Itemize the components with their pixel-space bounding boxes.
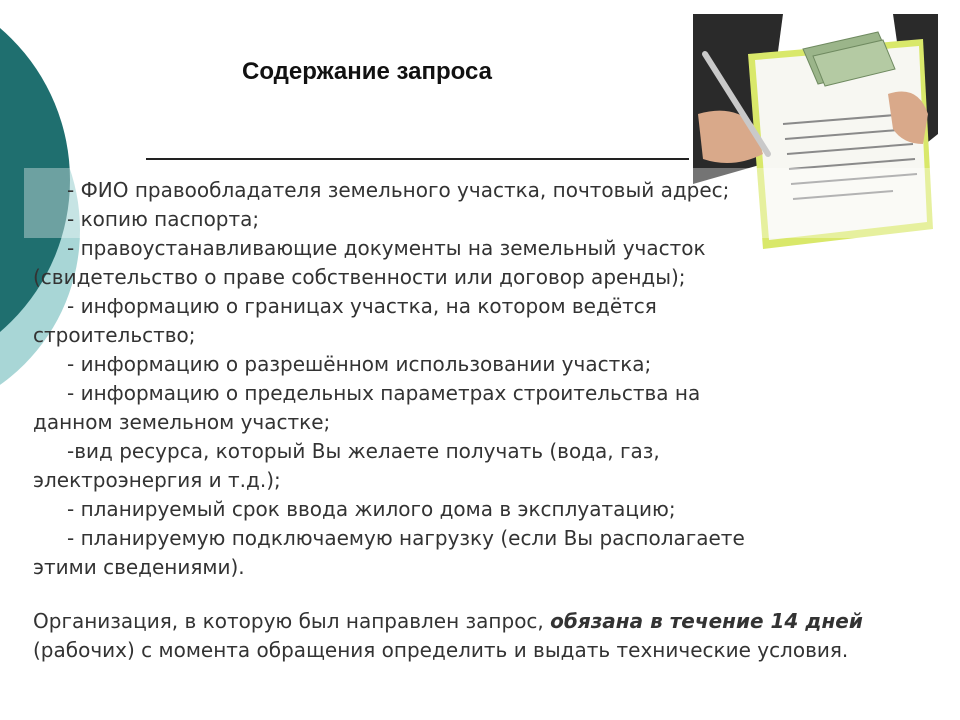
list-item: -вид ресурса, который Вы желаете получать (вода, газ, [67, 439, 660, 463]
list-item-continuation: строительство; [33, 323, 196, 347]
conclusion-text: Организация, в которую был направлен запрос, [33, 609, 551, 633]
list-item-continuation: данном земельном участке; [33, 410, 331, 434]
list-item: - правоустанавливающие документы на земельный участок [67, 236, 706, 260]
list-item: - планируемый срок ввода жилого дома в эксплуатацию; [67, 497, 676, 521]
list-item: - информацию о разрешённом использовании участка; [67, 352, 652, 376]
list-item-continuation: (свидетельство о праве собственности или договор аренды); [33, 265, 686, 289]
list-item: - информацию о границах участка, на котором ведётся [67, 294, 657, 318]
list-item: - копию паспорта; [67, 207, 260, 231]
conclusion-emphasis: обязана в течение 14 дней [550, 609, 863, 633]
request-contents-list [33, 176, 933, 582]
conclusion-text-end: (рабочих) с момента обращения определить и выдать технические условия. [33, 638, 849, 662]
slide-title: Содержание запроса [242, 58, 492, 85]
conclusion-paragraph [33, 607, 933, 665]
list-item: - ФИО правообладателя земельного участка, почтовый адрес; [67, 178, 730, 202]
list-item-continuation: электроэнергия и т.д.); [33, 468, 281, 492]
title-underline [146, 158, 689, 160]
list-item: - информацию о предельных параметрах строительства на [67, 381, 701, 405]
list-item-continuation: этими сведениями). [33, 555, 245, 579]
list-item: - планируемую подключаемую нагрузку (если Вы располагаете [67, 526, 745, 550]
